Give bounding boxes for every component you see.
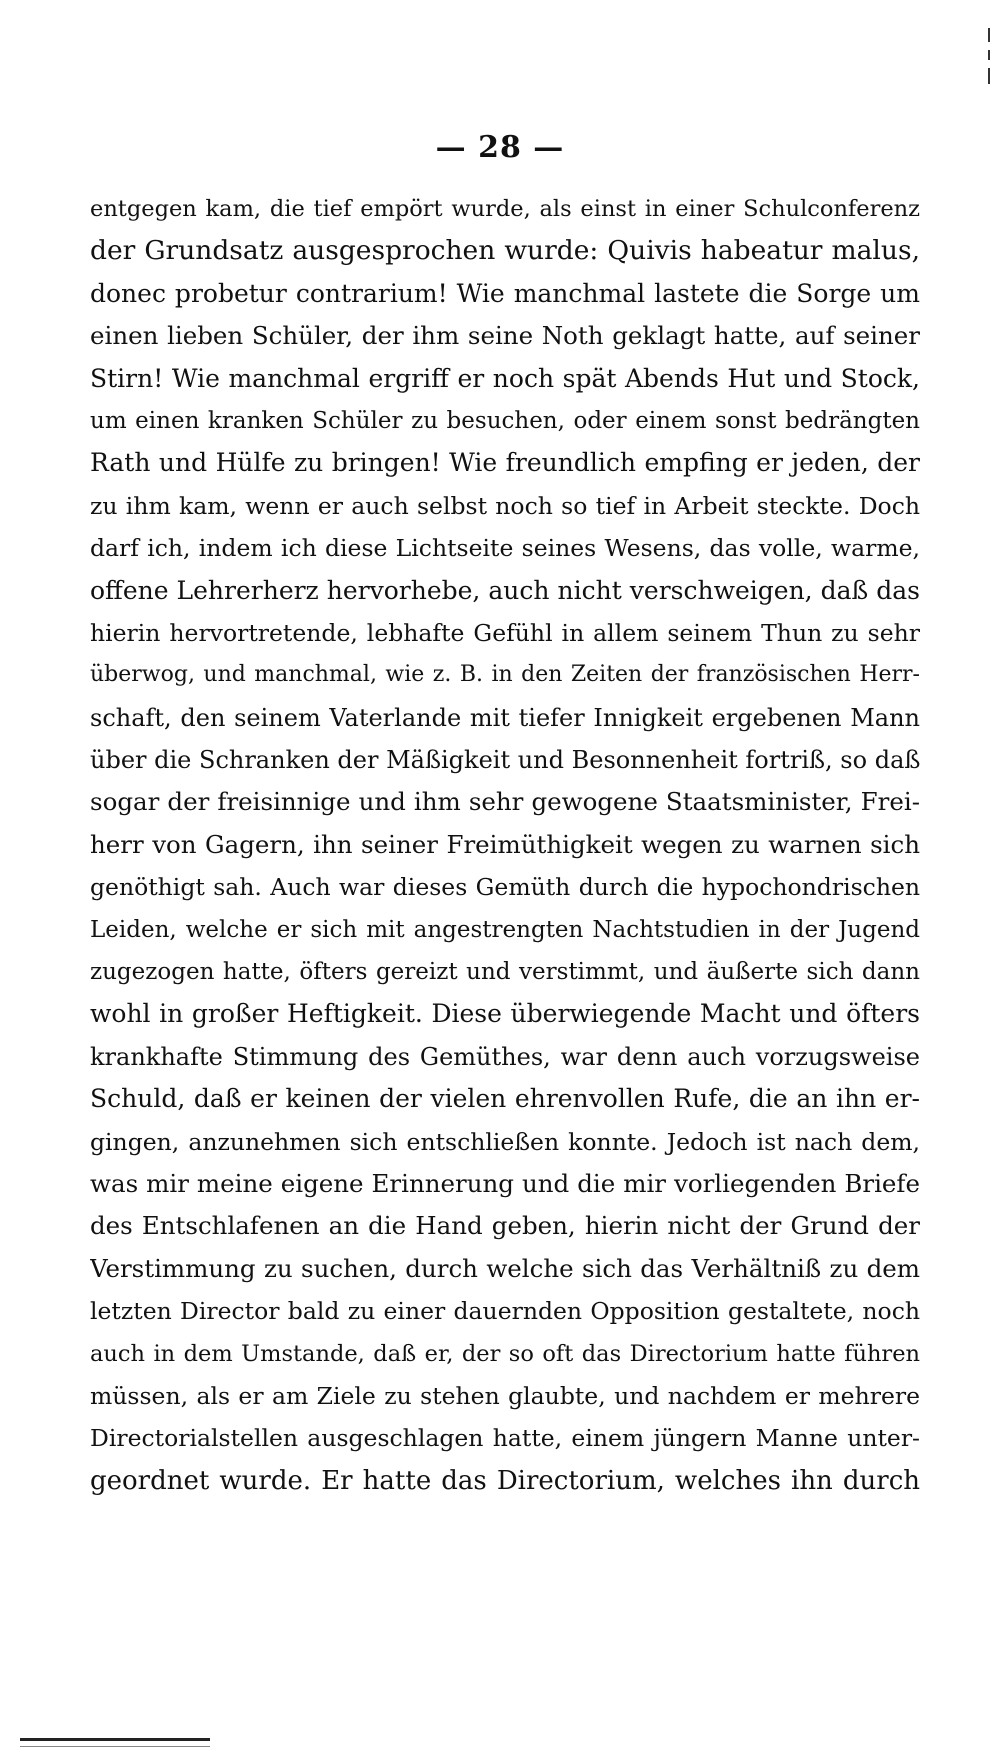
page-number: — 28 —	[435, 130, 565, 165]
text-line: zu ihm kam, wenn er auch selbst noch so tief in Arbeit steckte. Doch	[90, 491, 920, 520]
text-line: was mir meine eigene Erinnerung und die mir vorliegenden Briefe	[90, 1168, 920, 1198]
body-text	[90, 188, 920, 1502]
text-line: donec probetur contrarium! Wie manchmal lastete die Sorge um	[90, 278, 920, 308]
text-line: entgegen kam, die tief empört wurde, als einst in einer Schulconferenz	[90, 196, 920, 222]
text-line: krankhafte Stimmung des Gemüthes, war denn auch vorzugsweise	[90, 1042, 920, 1071]
text-line: auch in dem Umstande, daß er, der so oft das Directorium hatte führen	[90, 1340, 920, 1367]
text-line: des Entschlafenen an die Hand geben, hierin nicht der Grund der	[90, 1211, 920, 1241]
text-line: schaft, den seinem Vaterlande mit tiefer Innigkeit ergebenen Mann	[90, 703, 920, 732]
text-line: Directorialstellen ausgeschlagen hatte, einem jüngern Manne unter-	[90, 1424, 920, 1453]
text-line: Stirn! Wie manchmal ergriff er noch spät Abends Hut und Stock,	[90, 363, 920, 393]
text-line: Verstimmung zu suchen, durch welche sich das Verhältniß zu dem	[90, 1253, 920, 1283]
margin-marks	[986, 20, 992, 100]
text-line: herr von Gagern, ihn seiner Freimüthigkeit wegen zu warnen sich	[90, 829, 920, 859]
text-line: müssen, als er am Ziele zu stehen glaubte, und nachdem er mehrere	[90, 1381, 920, 1410]
text-line: genöthigt sah. Auch war dieses Gemüth durch die hypochondrischen	[90, 873, 920, 902]
text-line: zugezogen hatte, öfters gereizt und verstimmt, und äußerte sich dann	[90, 959, 920, 986]
text-line: darf ich, indem ich diese Lichtseite seines Wesens, das volle, warme,	[90, 534, 920, 563]
text-line: geordnet wurde. Er hatte das Directorium, welches ihn durch	[90, 1465, 920, 1496]
text-line: Leiden, welche er sich mit angestrengten Nachtstudien in der Jugend	[90, 916, 920, 943]
text-line: Rath und Hülfe zu bringen! Wie freundlich empfing er jeden, der	[90, 448, 920, 478]
text-line: um einen kranken Schüler zu besuchen, oder einem sonst bedrängten	[90, 407, 920, 434]
text-line: überwog, und manchmal, wie z. B. in den Zeiten der französischen Herr-	[90, 662, 920, 688]
bottom-rule	[20, 1738, 210, 1741]
text-line: offene Lehrerherz hervorhebe, auch nicht verschweigen, daß das	[90, 575, 920, 605]
text-line: sogar der freisinnige und ihm sehr gewogene Staatsminister, Frei-	[90, 787, 920, 817]
text-line: hierin hervortretende, lebhafte Gefühl in allem seinem Thun zu sehr	[90, 618, 920, 647]
text-line: über die Schranken der Mäßigkeit und Besonnenheit fortriß, so daß	[90, 746, 920, 775]
text-line: der Grundsatz ausgesprochen wurde: Quivis habeatur malus,	[90, 235, 920, 267]
text-line: einen lieben Schüler, der ihm seine Noth geklagt hatte, auf seiner	[90, 321, 920, 351]
text-line: letzten Director bald zu einer dauernden Opposition gestaltete, noch	[90, 1297, 920, 1326]
text-line: gingen, anzunehmen sich entschließen konnte. Jedoch ist nach dem,	[90, 1127, 920, 1156]
text-line: Schuld, daß er keinen der vielen ehrenvollen Rufe, die an ihn er-	[90, 1084, 920, 1114]
text-line: wohl in großer Heftigkeit. Diese überwiegende Macht und öfters	[90, 999, 920, 1029]
bottom-rule-thin	[20, 1746, 210, 1747]
